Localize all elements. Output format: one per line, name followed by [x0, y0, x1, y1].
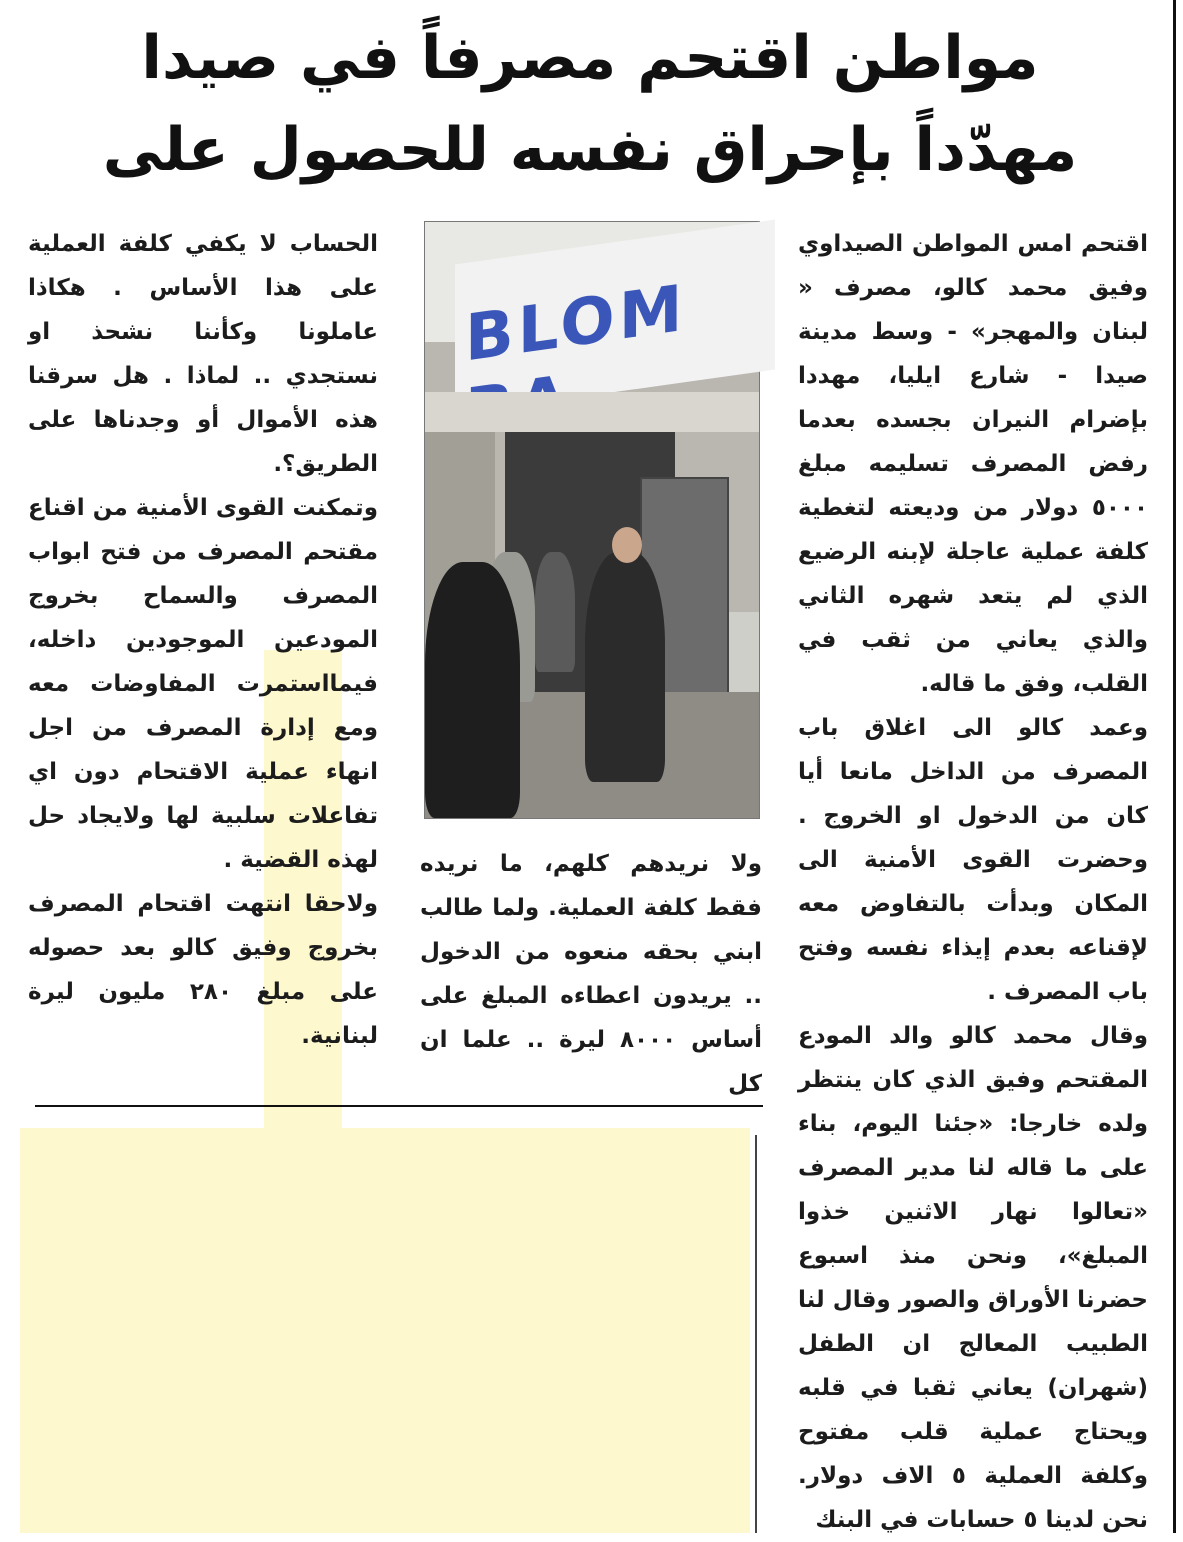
article-column-middle [420, 842, 762, 1097]
paragraph: وتمكنت القوى الأمنية من اقناع مقتحم المصرف من فتح ابواب المصرف والسماح بخروج المودعين الموجودين داخله، فيمااستمرت المفاوضات معه ومع إدارة المصرف من اجل انهاء عملية الاقتحام دون اي تفاعلات سلبية لها ولايجاد حل لهذه القضية . [28, 495, 378, 873]
box-border [755, 1135, 757, 1533]
article-column-left [28, 222, 378, 1092]
bank-sign-text: BLOM [465, 271, 687, 377]
paragraph: وعمد كالو الى اغلاق باب المصرف من الداخل مانعا أيا كان من الدخول او الخروج . وحضرت القوى الأمنية الى المكان وبدأت بالتفاوض معه لإقناعه بعدم إيذاء نفسه وفتح باب المصرف . [798, 715, 1148, 1005]
paragraph: ولاحقا انتهت اقتحام المصرف بخروج وفيق كالو بعد حصوله على مبلغ ٢٨٠ مليون ليرة لبنانية. [28, 891, 378, 1049]
paragraph: الحساب لا يكفي كلفة العملية على هذا الأساس . هكاذا عاملونا وكأننا نشحذ او نستجدي .. لماذا . هل سرقنا هذه الأموال أو وجدناها على الطريق؟. [28, 231, 378, 477]
paragraph: اقتحم امس المواطن الصيداوي وفيق محمد كالو، مصرف « لبنان والمهجر» - وسط مدينة صيدا - شارع ايليا، مهددا بإضرام النيران بجسده بعدما رفض المصرف تسليمه مبلغ ٥٠٠٠ دولار من وديعته لتغطية كلفة عملية عاجلة لإبنه الرضيع الذي لم يتعد شهره الثاني والذي يعاني من ثقب في القلب، وفق ما قاله. [798, 231, 1148, 697]
news-photo [424, 221, 760, 819]
page-edge-rule [1173, 0, 1176, 1533]
headline-line-1: مواطن اقتحم مصرفاً في صيدا [141, 23, 1039, 93]
headline-line-2: مهدّداً بإحراق نفسه للحصول على [102, 115, 1078, 185]
paragraph: وقال محمد كالو والد المودع المقتحم وفيق الذي كان ينتظر ولده خارجا: «جئنا اليوم، بناء على ما قاله لنا مدير المصرف «تعالوا نهار الاثنين خذوا المبلغ»، ونحن منذ اسبوع حضرنا الأوراق والصور وقال لنا الطبيب المعالج ان الطفل (شهران) يعاني ثقبا في قلبه ويحتاج عملية قلب مفتوح وكلفة العملية ٥ الاف دولار. نحن لدينا ٥ حسابات في البنك [798, 1023, 1148, 1533]
section-divider [35, 1105, 763, 1107]
highlight-block [20, 1128, 750, 1533]
paragraph: ولا نريدهم كلهم، ما نريده فقط كلفة العملية. ولما طالب ابني بحقه منعوه من الدخول .. يريدون اعطاءه المبلغ على أساس ٨٠٠٠ ليرة .. علما ان كل [420, 851, 762, 1097]
article-column-right [798, 222, 1148, 1533]
